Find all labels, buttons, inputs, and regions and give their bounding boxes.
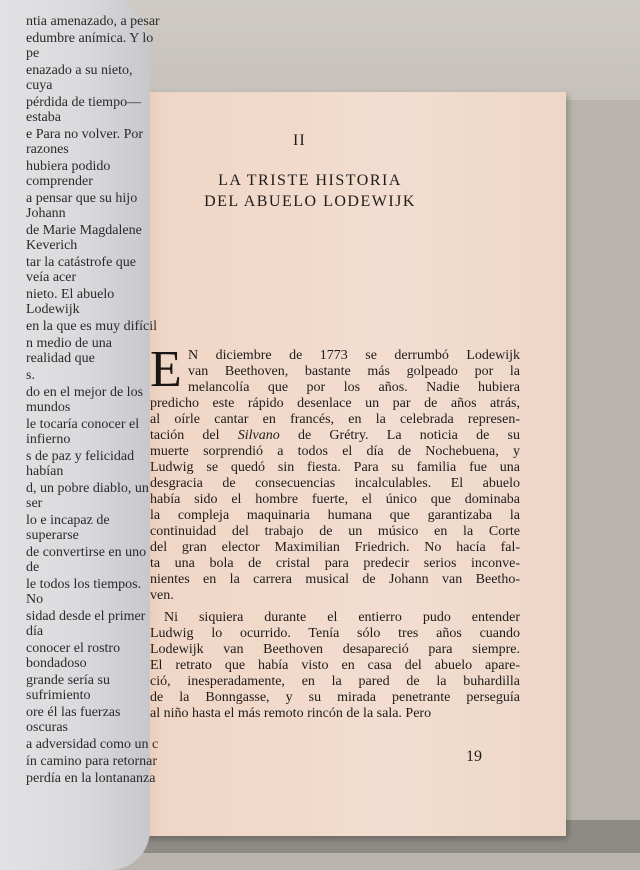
left-page-line: enazado a su nieto, cuya xyxy=(26,63,133,93)
left-page-line: s de paz y felicidad habían xyxy=(26,449,135,479)
text-line: ció, inesperadamente, en la pared de la buhardilla xyxy=(150,674,520,689)
text-line: muerte sorprendió a todos el día de Nochebuena, y xyxy=(150,444,520,459)
left-page-line: nieto. El abuelo Lodewijk xyxy=(26,287,115,317)
text-line: al oírle cantar en francés, en la celebrada represen- xyxy=(150,412,520,427)
chapter-title-line-1: LA TRISTE HISTORIA xyxy=(218,172,402,189)
left-page-line: ín camino para retornar xyxy=(26,754,157,769)
left-page-line: d, un pobre diablo, un ser xyxy=(26,481,149,511)
left-page-line: lo e incapaz de superarse xyxy=(26,513,110,543)
text-line: melancolía que por los años. Nadie hubiera xyxy=(188,380,520,395)
text-line: tación del Silvano de Grétry. La noticia de su xyxy=(150,428,520,443)
left-page-line: do en el mejor de los mundos xyxy=(26,385,144,415)
left-page-line: a pensar que su hijo Johann xyxy=(26,191,138,221)
left-page-line: s. xyxy=(26,368,35,383)
left-page-line: pérdida de tiempo— estaba xyxy=(26,95,142,125)
left-page-line: le todos los tiempos. No xyxy=(26,577,142,607)
left-page-line: perdía en la lontananza xyxy=(26,771,156,786)
drop-cap: E xyxy=(150,341,182,398)
left-page-line: tar la catástrofe que veía acer xyxy=(26,255,136,285)
text-line: N diciembre de 1773 se derrumbó Lodewijk xyxy=(188,348,520,363)
left-page-line: le tocaría conocer el infierno xyxy=(26,417,140,447)
left-page-line: e Para no volver. Por razones xyxy=(26,127,144,157)
text-line: ta una bola de cristal para predecir serios inconve- xyxy=(150,556,520,571)
left-page-line: de Marie Magdalene Keverich xyxy=(26,223,142,253)
left-page-line: hubiera podido comprender xyxy=(26,159,111,189)
background-surface xyxy=(100,0,640,100)
text-line: Ni siquiera durante el entierro pudo entender xyxy=(164,610,520,625)
left-page-line: conocer el rostro bondadoso xyxy=(26,641,121,671)
text-line: la compleja maquinaria humana que garantizaba la xyxy=(150,508,520,523)
paragraph-1 xyxy=(150,341,520,604)
page-number: 19 xyxy=(466,748,482,765)
left-page-line: ntia amenazado, a pesar xyxy=(26,14,160,29)
chapter-title-line-2: DEL ABUELO LODEWIJK xyxy=(204,193,416,210)
text-line: ven. xyxy=(150,588,174,603)
text-line: desgracia de consecuencias incalculables. El abuelo xyxy=(150,476,520,491)
left-page-line: ore él las fuerzas oscuras xyxy=(26,705,121,735)
text-line: continuidad del trabajo de un músico en la Corte xyxy=(150,524,520,539)
text-line: predicho este rápido desenlace un par de años atrás, xyxy=(150,396,520,411)
text-line: van Beethoven, bastante más golpeado por la xyxy=(188,364,520,379)
left-page-text xyxy=(26,14,160,788)
left-page-line: n medio de una realidad que xyxy=(26,336,112,366)
left-page-line: en la que es muy difícil xyxy=(26,319,158,334)
left-page-line: de convertirse en uno de xyxy=(26,545,147,575)
text-line: Ludwig lo ocurrido. Tenía sólo tres años cuando xyxy=(150,626,520,641)
left-page-line: edumbre anímica. Y lo pe xyxy=(26,31,154,61)
text-line: del gran elector Maximilian Friedrich. No hacía fal- xyxy=(150,540,520,555)
left-page-line: sidad desde el primer día xyxy=(26,609,146,639)
left-page-line: a adversidad como un c xyxy=(26,737,159,752)
text-line: El retrato que había visto en casa del abuelo apare- xyxy=(150,658,520,673)
paragraph-2 xyxy=(150,610,520,722)
text-line: Ludwig se quedó sin fiesta. Para su familia fue una xyxy=(150,460,520,475)
left-page-line: grande sería su sufrimiento xyxy=(26,673,110,703)
text-line: Lodewijk van Beethoven desapareció para siempre. xyxy=(150,642,520,657)
chapter-number: II xyxy=(293,132,306,149)
text-line: de la Bonngasse, y su mirada penetrante perseguía xyxy=(150,690,520,705)
text-line: había sido el hombre fuerte, el único que dominaba xyxy=(150,492,520,507)
text-line: nientes en la carrera musical de Johann van Beetho- xyxy=(150,572,520,587)
text-line: al niño hasta el más remoto rincón de la sala. Pero xyxy=(150,706,432,721)
